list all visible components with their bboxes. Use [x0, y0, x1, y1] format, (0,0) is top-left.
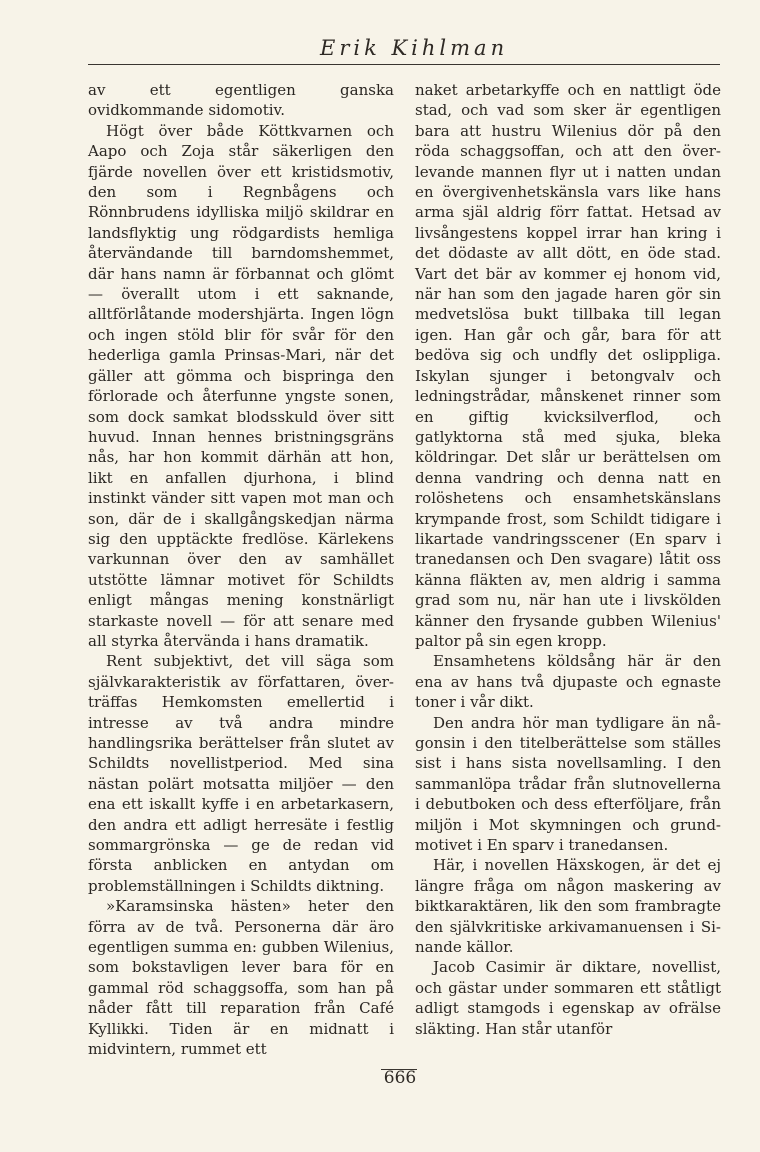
paragraph: Högt över både Köttkvarnen och Aapo och Zoja står säkerligen den fjärde novellen över ett kristidsmotiv, den som i Regnbågens och Rönnbrudens idylliska miljö skildrar en landsflyktig ung rödgardists hemliga återvändande till barndomshemmet, där hans namn är förbannat och glömt — överallt utom i ett saknande, alltförlåtande modershjärta. Ingen lögn och ingen stöld blir för svår för den hederliga gamla Prinsas-Mari, när det gäller att gömma och bispringa den förlorade och återfunne yngste sonen, som dock samkat blodsskuld över sitt huvud. Innan hennes bristningsgräns nås, har hon kommit därhän att hon, likt en anfallen djurhona, i blind instinkt vänder sitt vapen mot man och son, där de i skallgångskedjan närma sig den upptäckte fredlöse. Kärlekens varkunnan över den av samhället utstötte lämnar motivet för Schildts enligt mångas mening konstnärligt starkaste novell — för att senare med all styrka återvända i hans dramatik. — [88, 121, 394, 650]
paragraph: Här, i novellen Häxskogen, är det ej längre fråga om någon maskering av biktkaraktären, lik den som frambragte den självkritiske arkivamanuensen i Sinande källor. — [415, 856, 721, 957]
paragraph: av ett egentligen ganska ovidkommande sidomotiv. — [88, 81, 394, 120]
paragraph: Rent subjektivt, det vill säga som självkarakteristik av författaren, överträffas Hemkomsten emellertid i intresse av två andra mindre handlingsrika berättelser från slutet av Schildts novellistperiod. Med sina nästan polärt motsatta miljöer — den ena ett iskallt kyffe i en arbetarkasern, den andra ett adligt herresäte i festlig sommargrönska — ge de redan vid första anblicken en antydan om problemställningen i Schildts diktning. — [88, 652, 394, 895]
right-text-column — [415, 80, 721, 1039]
paragraph: Den andra hör man tydligare än någonsin i den titelberättelse som ställes sist i hans sista novellsamling. I den sammanlöpa trådar från slutnovellerna i debutboken och dess efterföljare, från miljön i Mot skymningen och grundmotivet i En sparv i tranedansen. — [415, 713, 721, 855]
paragraph: »Karamsinska hästen» heter den förra av de två. Personerna där äro egentligen summa en: gubben Wilenius, som bokstavligen lever bara för en gammal röd schaggsoffa, som han på nåder fått till reparation från Café Kyllikki. Tiden är en midnatt i midvintern, rummet ett — [88, 897, 394, 1059]
running-head-author: Erik Kihlman — [320, 36, 509, 60]
paragraph: naket arbetarkyffe och en nattligt öde stad, och vad som sker är egentligen bara att hustru Wilenius dör på den röda schaggsoffan, och att den överlevande mannen flyr ut i natten undan en övergivenhetskänsla vars like hans arma själ aldrig förr fattat. Hetsad av livsångestens koppel irrar han kring i det dödaste av allt dött, en öde stad. Vart det bär av kommer ej honom vid, när han som den jagade haren gör sin medvetslösa bukt tillbaka till legan igen. Han går och går, bara för att bedöva sig och undfly det oslippliga. Iskylan sjunger i betongvalv och ledningstrådar, månskenet rinner som en giftig kvicksilverflod, och gatlyktorna stå med sjuka, bleka köldringar. Det slår ur berättelsen om denna vandring och denna natt en rolöshetens och ensamhetskänslans krympande frost, som Schildt tidigare i likartade vandringsscener (En sparv i tranedansen och Den svagare) låtit oss känna fläkten av, men aldrig i samma grad som nu, när han ute i livskölden känner den frysande gubben Wilenius' paltor på sin egen kropp. — [415, 81, 721, 650]
paragraph: Ensamhetens köldsång här är den ena av hans två djupaste och egnaste toner i vår dikt. — [415, 652, 721, 712]
left-text-column — [88, 80, 394, 1060]
header-rule — [88, 64, 720, 65]
page-number: 666 — [383, 1068, 417, 1088]
paragraph: Jacob Casimir är diktare, novellist, och gästar under sommaren ett ståtligt adligt stamgods i egenskap av ofrälse släkting. Han står utanför — [415, 958, 721, 1038]
